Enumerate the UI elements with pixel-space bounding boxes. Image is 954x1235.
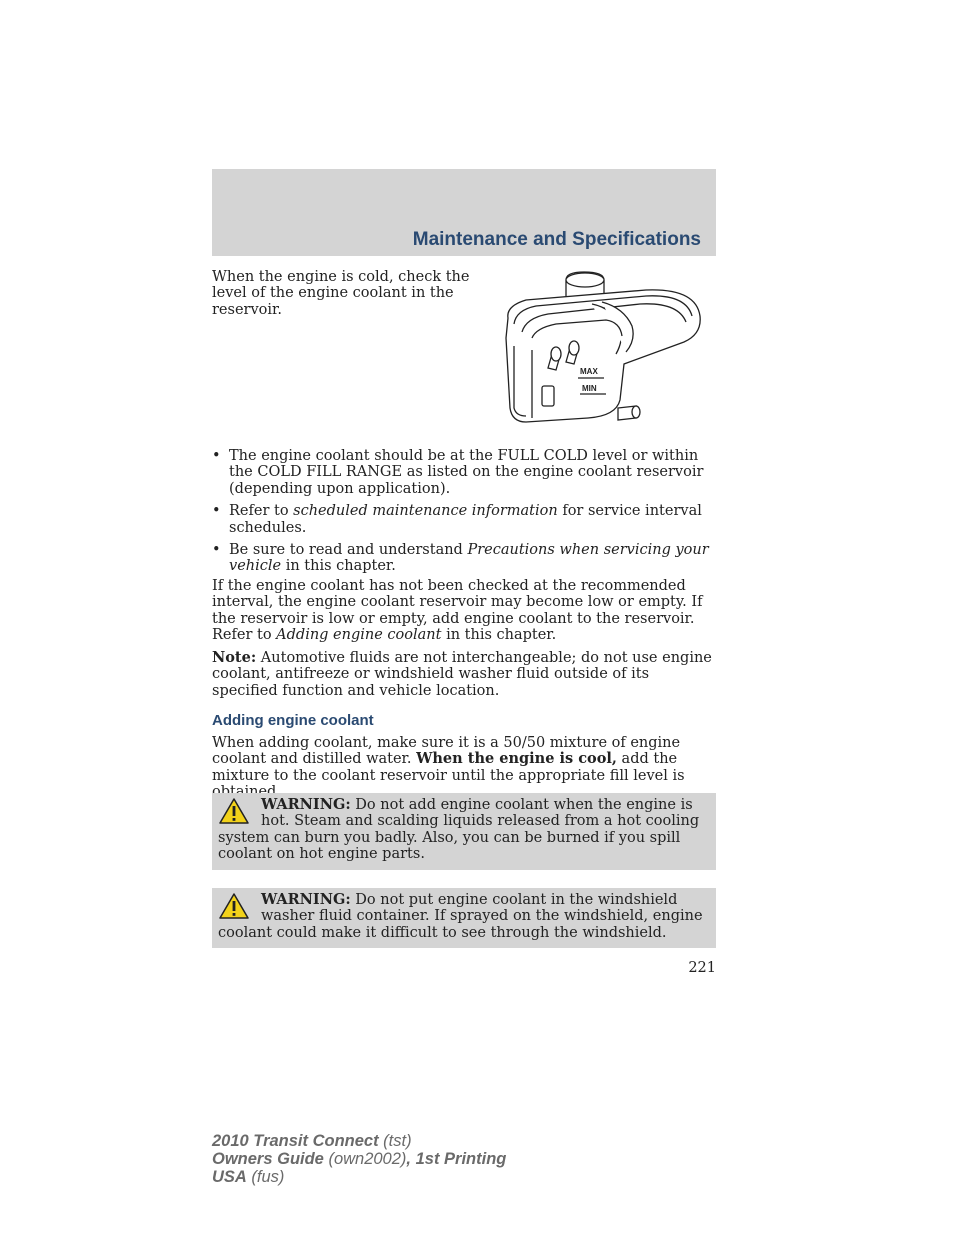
max-label: MAX — [580, 367, 598, 376]
footer-model-code: (tst) — [378, 1132, 412, 1150]
note-text: Automotive fluids are not interchangeable; do not use engine coolant, antifreeze or windshield washer fluid outside of its specified function and vehicle location. — [212, 650, 712, 699]
warning-label: WARNING: — [261, 891, 351, 908]
footer-printing: , 1st Printing — [406, 1150, 507, 1168]
footer-guide: Owners Guide — [212, 1150, 324, 1168]
bullet-dot: • — [212, 503, 221, 520]
page-number: 221 — [688, 960, 716, 976]
warning-triangle-icon — [218, 892, 250, 920]
list-item — [212, 503, 716, 536]
note-label: Note: — [212, 649, 257, 666]
warning-triangle-icon — [218, 797, 250, 825]
interval-paragraph — [212, 578, 716, 644]
interval-text-post: in this chapter. — [441, 627, 557, 644]
intro-paragraph: When the engine is cold, check the level of the engine coolant in the reservoir. — [212, 269, 470, 318]
footer-line-1 — [212, 1132, 506, 1150]
bullet-text: The engine coolant should be at the FULL COLD level or within the COLD FILL RANGE as listed on the engine coolant reservoir (depending upon application). — [229, 448, 704, 497]
footer-guide-code: (own2002) — [323, 1150, 407, 1168]
warning-box-hot-engine — [212, 793, 716, 870]
footer-model: 2010 Transit Connect — [212, 1132, 379, 1150]
bullet-reference-link: Precautions when servicing your vehicle — [229, 542, 709, 575]
adding-paragraph — [212, 735, 716, 801]
footer-line-2 — [212, 1150, 506, 1168]
bullet-text-post: for service interval schedules. — [229, 503, 702, 536]
adding-text-bold: When the engine is cool, — [416, 750, 617, 768]
min-label: MIN — [582, 384, 597, 393]
section-title: Maintenance and Specifications — [412, 229, 701, 250]
section-header-bar — [212, 169, 716, 256]
list-item — [212, 448, 716, 497]
warning-box-washer-fluid — [212, 888, 716, 948]
bullet-text-pre: Be sure to read and understand — [229, 542, 468, 559]
footer-line-3 — [212, 1168, 506, 1186]
warning-label: WARNING: — [261, 796, 351, 813]
document-footer — [212, 1132, 506, 1186]
coolant-reservoir-illustration — [496, 268, 708, 432]
bullet-text-post: in this chapter. — [281, 558, 396, 575]
bullet-dot: • — [212, 542, 221, 559]
warning-text-block — [218, 797, 708, 863]
bullet-dot: • — [212, 448, 221, 464]
bullet-list — [212, 448, 716, 581]
interval-reference-link: Adding engine coolant — [276, 627, 442, 644]
section-heading: Adding engine coolant — [212, 712, 374, 729]
warning-text: Do not put engine coolant in the windshield washer fluid container. If sprayed on the windshield, engine coolant could make it difficult to see through the windshield. — [218, 892, 703, 941]
warning-text: Do not add engine coolant when the engine is hot. Steam and scalding liquids released from a hot cooling system can burn you badly. Also, you can be burned if you spill coolant on hot engine parts. — [218, 797, 700, 863]
warning-text-block — [218, 892, 708, 941]
adding-text-pre: When adding coolant, make sure it is a 50/50 mixture of engine coolant and distilled water. — [212, 735, 681, 768]
footer-market-code: (fus) — [246, 1168, 285, 1186]
interval-text-pre: If the engine coolant has not been checked at the recommended interval, the engine coolant reservoir may become low or empty. If the reservoir is low or empty, add engine coolant to the reservoir. Refer to — [212, 578, 703, 644]
bullet-text-pre: Refer to — [229, 503, 294, 520]
bullet-reference-link: scheduled maintenance information — [293, 503, 558, 520]
footer-market: USA — [212, 1168, 247, 1186]
adding-text-post: add the mixture to the coolant reservoir until the appropriate fill level is — [212, 751, 685, 784]
note-paragraph — [212, 650, 716, 699]
list-item — [212, 542, 716, 575]
